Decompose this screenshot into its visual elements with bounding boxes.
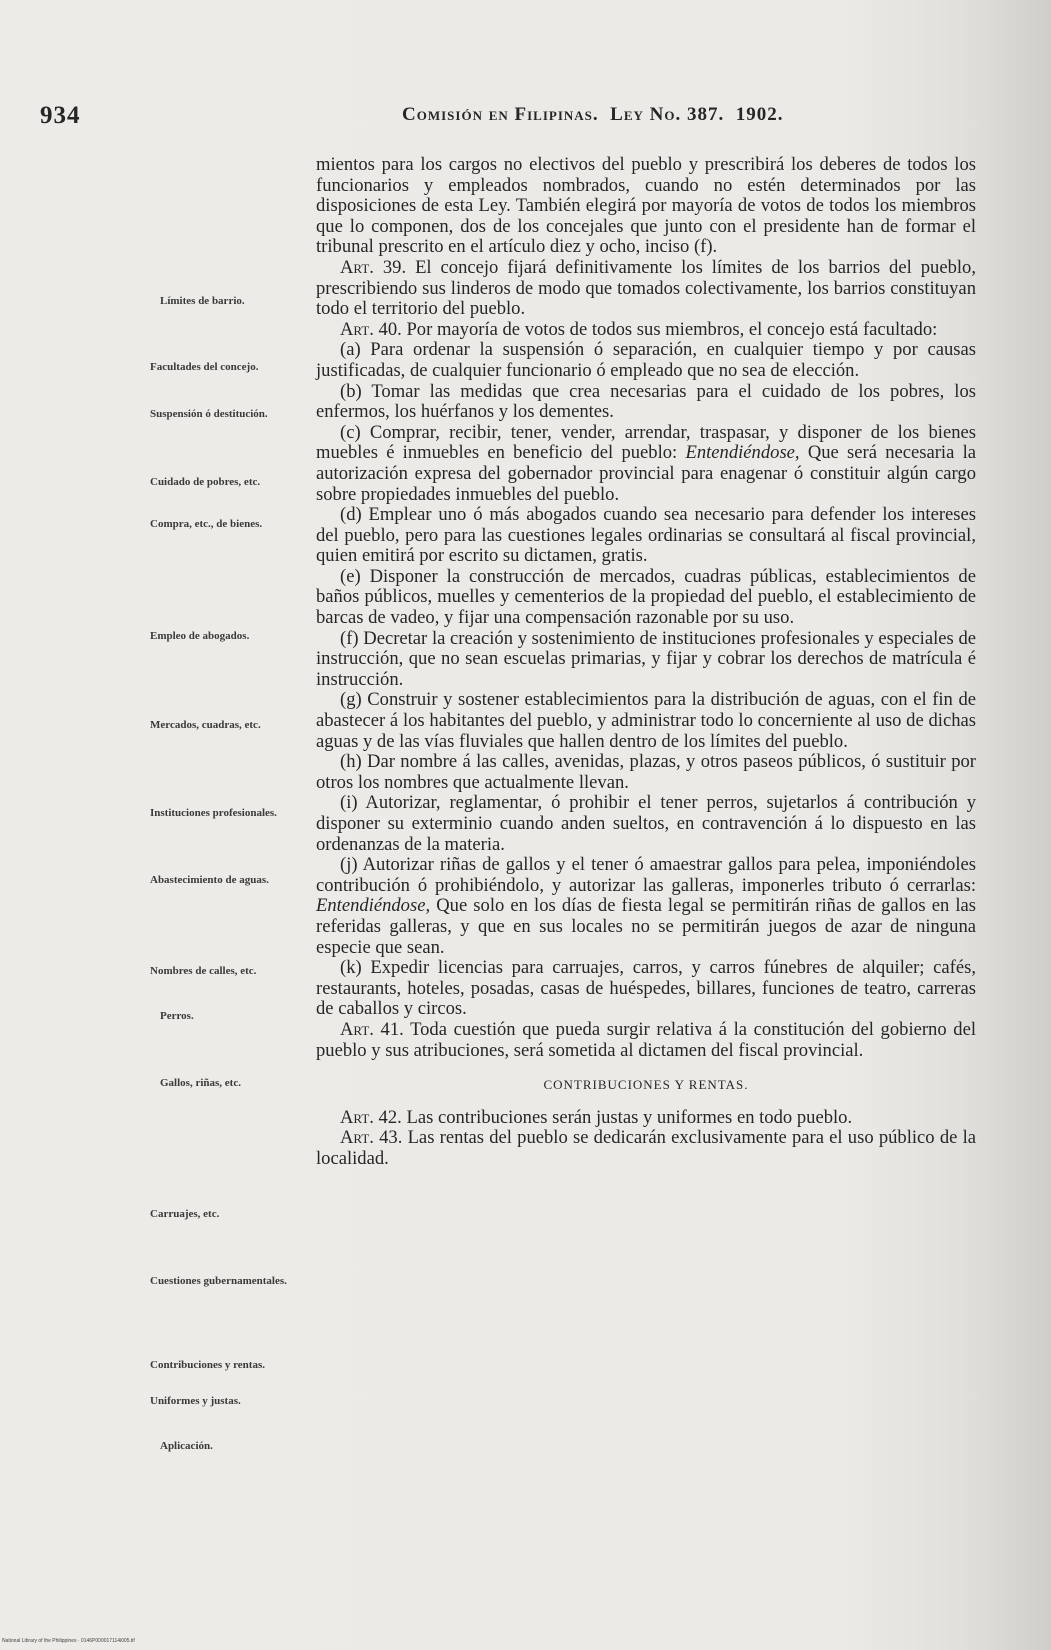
article-40 [316,320,976,341]
article-text: Por mayoría de votos de todos sus miembros, el concejo está facultado: [406,318,938,340]
clause-text: Que será necesaria la autorización expresa del gobernador provincial para enagenar ó constituir algún cargo sobre propiedades inmuebles del pueblo. [316,442,976,505]
article-label: Art. 40. [340,318,402,340]
article-42 [316,1108,976,1129]
margin-note: Carruajes, etc. [150,1208,220,1220]
clause-i: (i) Autorizar, reglamentar, ó prohibir el tener perros, sujetarlos á contribución y disponer su exterminio cuando anden sueltos, en contravención á lo dispuesto en las ordenanzas de la materia. [316,792,976,855]
scan-footer: National Library of the Philippines · 0146P000017114i005.tif [2,1638,135,1644]
clause-g: (g) Construir y sostener establecimientos para la distribución de aguas, con el fin de abastecer á los habitantes del pueblo, y administrar todo lo concerniente al uso de dichas aguas y de las vías fluviales que hallen dentro de los límites del pueblo. [316,689,976,752]
margin-note: Gallos, riñas, etc. [160,1077,241,1089]
article-label: Art. 39. [340,256,407,278]
margin-note: Abastecimiento de aguas. [150,874,269,886]
clause-a: (a) Para ordenar la suspensión ó separación, en cualquier tiempo y por causas justificadas, de cualquier funcionario ó empleado que no sea de elección. [316,339,976,381]
margin-note: Cuestiones gubernamentales. [150,1275,287,1287]
page-header [40,102,1000,132]
clause-k: (k) Expedir licencias para carruajes, carros, y carros fúnebres de alquiler; cafés, restaurants, hoteles, posadas, casas de huéspedes, billares, funciones de teatro, carreras de caballos y circos. [316,957,976,1020]
running-head-title: Comisión en Filipinas. [402,104,599,125]
section-heading: CONTRIBUCIONES Y RENTAS. [543,1077,749,1093]
margin-note: Instituciones profesionales. [150,807,277,819]
clause-italic: Entendiéndose, [685,442,800,464]
clause-c [316,423,976,505]
article-label: Art. 42. [340,1106,402,1128]
running-head-law: Ley No. 387. [610,104,725,125]
page-number: 934 [40,102,81,129]
article-text: El concejo fijará definitivamente los límites de los barrios del pueblo, prescribiendo sus linderos de modo que tomados colectivamente, los barrios constituyan todo el territorio del pueblo. [316,256,976,320]
clause-f: (f) Decretar la creación y sostenimiento de instituciones profesionales y especiales de instrucción, que no sean escuelas primarias, y fijar y cobrar los derechos de matrícula é instrucción. [316,627,976,690]
margin-note: Empleo de abogados. [150,630,250,642]
article-text: Las rentas del pueblo se dedicarán exclusivamente para el uso público de la localidad. [316,1127,976,1169]
margin-note: Contribuciones y rentas. [150,1359,265,1371]
clause-d: (d) Emplear uno ó más abogados cuando sea necesario para defender los intereses del pueblo, pero para las cuestiones legales ordinarias se consultará al fiscal provincial, quien emitirá por escrito su dictamen, gratis. [316,504,976,567]
margin-note: Nombres de calles, etc. [150,965,257,977]
body-text [316,155,976,1170]
article-43 [316,1128,976,1169]
clause-text: (j) Autorizar riñas de gallos y el tener ó amaestrar gallos para pelea, imponiéndoles contribución ó prohibiéndolo, y autorizar las galleras, imponerles tributo ó cerrarlas: [316,854,976,896]
article-label: Art. 43. [340,1127,403,1149]
clause-italic: Entendiéndose, [316,895,431,917]
clause-h: (h) Dar nombre á las calles, avenidas, plazas, y otros paseos públicos, ó sustituir por otros los nombres que actualmente llevan. [316,751,976,793]
margin-note: Facultades del concejo. [150,361,259,373]
margin-note: Perros. [160,1010,194,1022]
article-41 [316,1020,976,1061]
margin-note: Aplicación. [160,1440,213,1452]
margin-note: Suspensión ó destitución. [150,408,268,420]
clause-text: (c) Comprar, recibir, tener, vender, arrendar, traspasar, y disponer de los bienes muebles é inmuebles en beneficio del pueblo: [316,421,976,464]
clause-e: (e) Disponer la construcción de mercados, cuadras públicas, establecimientos de baños públicos, muelles y cementerios de la propiedad del pueblo, el establecimiento de barcas de vadeo, y fijar una compensación razonable por su uso. [316,565,976,629]
margin-note: Compra, etc., de bienes. [150,518,263,530]
article-text: Toda cuestión que pueda surgir relativa á la constitución del gobierno del pueblo y sus atribuciones, será sometida al dictamen del fiscal provincial. [316,1018,976,1061]
article-39 [316,258,976,320]
margin-note: Límites de barrio. [160,295,245,307]
margin-note: Cuidado de pobres, etc. [150,476,261,488]
running-head [402,104,784,126]
clause-b: (b) Tomar las medidas que crea necesarias para el cuidado de los pobres, los enfermos, los huérfanos y los dementes. [316,380,976,423]
clause-text: Que solo en los días de fiesta legal se permitirán riñas de gallos en las referidas galleras, y que en sus locales no se permitirán juegos de azar de ninguna especie que sean. [316,895,976,958]
running-head-year: 1902. [735,104,784,125]
margin-note: Mercados, cuadras, etc. [150,719,261,731]
margin-note: Uniformes y justas. [150,1395,241,1407]
paragraph-intro: mientos para los cargos no electivos del pueblo y prescribirá los deberes de todos los funcionarios y empleados nombrados, cuando no estén determinados por las disposiciones de esta Ley. También elegirá por mayoría de votos de todos los miembros que lo componen, dos de los concejales que junto con el presidente han de formar el tribunal prescrito en el artículo diez y ocho, inciso (f). [316,154,976,258]
article-label: Art. 41. [340,1018,404,1040]
article-text: Las contribuciones serán justas y uniformes en todo pueblo. [406,1106,853,1128]
clause-j [316,855,976,958]
